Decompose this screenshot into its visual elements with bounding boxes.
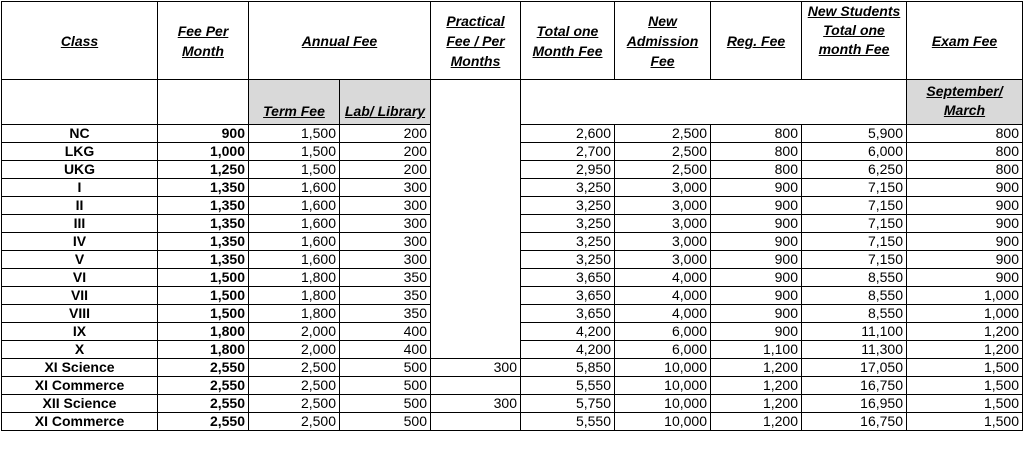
lab-library-cell: 200: [340, 143, 431, 161]
new-admission-fee-cell: 3,000: [615, 197, 711, 215]
total-one-month-fee-cell: 3,250: [521, 215, 615, 233]
new-students-total-cell: 11,300: [802, 341, 907, 359]
reg-fee-cell: 900: [711, 269, 802, 287]
exam-fee-cell: 1,500: [907, 359, 1023, 377]
lab-library-cell: 300: [340, 251, 431, 269]
class-cell: LKG: [2, 143, 158, 161]
reg-fee-cell: 1,200: [711, 359, 802, 377]
total-one-month-fee-cell: 4,200: [521, 323, 615, 341]
table-row: [2, 341, 1023, 359]
fee-per-month-cell: 1,350: [158, 215, 249, 233]
new-admission-fee-cell: 3,000: [615, 179, 711, 197]
table-row: [2, 197, 1023, 215]
header-row: [2, 2, 1023, 80]
subheader-blank-span: [521, 80, 907, 125]
table-row: [2, 251, 1023, 269]
total-one-month-fee-cell: 3,250: [521, 179, 615, 197]
term-fee-subheader: Term Fee: [249, 80, 340, 125]
fee-per-month-cell: 2,550: [158, 377, 249, 395]
practical-fee-cell: [431, 143, 521, 161]
table-row: [2, 161, 1023, 179]
total-one-month-fee-cell: 3,650: [521, 269, 615, 287]
exam-fee-cell: 1,000: [907, 305, 1023, 323]
exam-fee-header: Exam Fee: [907, 2, 1023, 80]
fee-per-month-cell: 1,350: [158, 233, 249, 251]
new-students-total-header: New Students Total one month Fee: [802, 2, 907, 80]
term-fee-cell: 1,500: [249, 125, 340, 143]
new-students-total-cell: 7,150: [802, 197, 907, 215]
table-row: [2, 413, 1023, 431]
practical-fee-cell: [431, 377, 521, 395]
practical-fee-cell: 300: [431, 395, 521, 413]
exam-period-subheader: September/ March: [907, 80, 1023, 125]
new-students-total-cell: 16,950: [802, 395, 907, 413]
reg-fee-cell: 900: [711, 287, 802, 305]
new-students-total-cell: 8,550: [802, 305, 907, 323]
total-one-month-fee-cell: 2,600: [521, 125, 615, 143]
lab-library-cell: 300: [340, 179, 431, 197]
practical-fee-cell: 300: [431, 359, 521, 377]
term-fee-cell: 1,500: [249, 143, 340, 161]
fee-per-month-cell: 1,800: [158, 323, 249, 341]
class-cell: UKG: [2, 161, 158, 179]
new-students-total-cell: 11,100: [802, 323, 907, 341]
new-students-total-cell: 6,250: [802, 161, 907, 179]
new-admission-fee-cell: 4,000: [615, 305, 711, 323]
total-one-month-fee-cell: 3,250: [521, 197, 615, 215]
new-students-total-cell: 16,750: [802, 413, 907, 431]
new-students-total-cell: 7,150: [802, 233, 907, 251]
term-fee-cell: 2,500: [249, 413, 340, 431]
term-fee-cell: 1,600: [249, 215, 340, 233]
practical-fee-header: Practical Fee / Per Months: [431, 2, 521, 80]
new-students-total-cell: 5,900: [802, 125, 907, 143]
new-admission-fee-cell: 3,000: [615, 233, 711, 251]
reg-fee-cell: 900: [711, 215, 802, 233]
exam-fee-cell: 1,500: [907, 377, 1023, 395]
practical-fee-cell: [431, 413, 521, 431]
practical-fee-cell: [431, 233, 521, 251]
reg-fee-cell: 900: [711, 251, 802, 269]
new-admission-fee-cell: 3,000: [615, 215, 711, 233]
term-fee-cell: 1,800: [249, 305, 340, 323]
new-students-total-cell: 8,550: [802, 269, 907, 287]
reg-fee-cell: 800: [711, 143, 802, 161]
reg-fee-cell: 1,200: [711, 413, 802, 431]
lab-library-subheader: Lab/ Library: [340, 80, 431, 125]
lab-library-cell: 500: [340, 413, 431, 431]
practical-fee-cell: [431, 179, 521, 197]
lab-library-cell: 200: [340, 161, 431, 179]
reg-fee-cell: 900: [711, 233, 802, 251]
subheader-blank-class: [2, 80, 158, 125]
table-row: [2, 395, 1023, 413]
reg-fee-cell: 800: [711, 161, 802, 179]
new-admission-fee-cell: 10,000: [615, 395, 711, 413]
fee-per-month-cell: 1,350: [158, 251, 249, 269]
table-row: [2, 287, 1023, 305]
exam-fee-cell: 900: [907, 197, 1023, 215]
total-one-month-fee-cell: 3,650: [521, 287, 615, 305]
table-row: [2, 215, 1023, 233]
lab-library-cell: 200: [340, 125, 431, 143]
table-row: [2, 143, 1023, 161]
class-cell: XI Science: [2, 359, 158, 377]
practical-fee-cell: [431, 125, 521, 143]
exam-fee-cell: 800: [907, 143, 1023, 161]
class-cell: NC: [2, 125, 158, 143]
table-row: [2, 179, 1023, 197]
class-header: Class: [2, 2, 158, 80]
practical-fee-cell: [431, 161, 521, 179]
new-students-total-cell: 7,150: [802, 251, 907, 269]
total-one-month-fee-cell: 3,250: [521, 251, 615, 269]
term-fee-cell: 1,500: [249, 161, 340, 179]
reg-fee-header: Reg. Fee: [711, 2, 802, 80]
practical-fee-cell: [431, 251, 521, 269]
practical-fee-cell: [431, 323, 521, 341]
new-admission-fee-cell: 2,500: [615, 125, 711, 143]
class-cell: IV: [2, 233, 158, 251]
class-cell: IX: [2, 323, 158, 341]
lab-library-cell: 500: [340, 377, 431, 395]
lab-library-cell: 350: [340, 269, 431, 287]
term-fee-cell: 1,600: [249, 251, 340, 269]
total-one-month-fee-header: Total one Month Fee: [521, 2, 615, 80]
class-cell: VI: [2, 269, 158, 287]
class-cell: VII: [2, 287, 158, 305]
new-students-total-cell: 16,750: [802, 377, 907, 395]
exam-fee-cell: 900: [907, 215, 1023, 233]
table-row: [2, 269, 1023, 287]
fee-per-month-cell: 1,500: [158, 287, 249, 305]
total-one-month-fee-cell: 5,750: [521, 395, 615, 413]
class-cell: XII Science: [2, 395, 158, 413]
new-admission-fee-cell: 10,000: [615, 377, 711, 395]
lab-library-cell: 400: [340, 341, 431, 359]
total-one-month-fee-cell: 5,550: [521, 413, 615, 431]
practical-fee-cell: [431, 215, 521, 233]
table-row: [2, 305, 1023, 323]
new-admission-fee-cell: 6,000: [615, 341, 711, 359]
term-fee-cell: 1,600: [249, 233, 340, 251]
exam-fee-cell: 800: [907, 161, 1023, 179]
exam-fee-cell: 900: [907, 179, 1023, 197]
total-one-month-fee-cell: 3,650: [521, 305, 615, 323]
new-admission-fee-cell: 10,000: [615, 359, 711, 377]
table-row: [2, 359, 1023, 377]
fee-per-month-cell: 2,550: [158, 413, 249, 431]
total-one-month-fee-cell: 5,550: [521, 377, 615, 395]
subheader-blank-practical: [431, 80, 521, 125]
new-admission-fee-cell: 10,000: [615, 413, 711, 431]
lab-library-cell: 500: [340, 395, 431, 413]
term-fee-cell: 2,000: [249, 341, 340, 359]
exam-fee-cell: 900: [907, 233, 1023, 251]
reg-fee-cell: 1,100: [711, 341, 802, 359]
fee-structure-table: [1, 1, 1023, 431]
practical-fee-cell: [431, 269, 521, 287]
lab-library-cell: 500: [340, 359, 431, 377]
term-fee-cell: 1,800: [249, 287, 340, 305]
reg-fee-cell: 1,200: [711, 395, 802, 413]
lab-library-cell: 400: [340, 323, 431, 341]
subheader-row: [2, 80, 1023, 125]
fee-per-month-cell: 1,500: [158, 269, 249, 287]
class-cell: XI Commerce: [2, 413, 158, 431]
new-students-total-cell: 7,150: [802, 179, 907, 197]
table-row: [2, 233, 1023, 251]
new-admission-fee-cell: 4,000: [615, 287, 711, 305]
reg-fee-cell: 900: [711, 323, 802, 341]
reg-fee-cell: 900: [711, 305, 802, 323]
term-fee-cell: 1,600: [249, 197, 340, 215]
fee-per-month-cell: 1,800: [158, 341, 249, 359]
fee-per-month-cell: 1,250: [158, 161, 249, 179]
total-one-month-fee-cell: 5,850: [521, 359, 615, 377]
new-admission-fee-cell: 2,500: [615, 143, 711, 161]
table-row: [2, 323, 1023, 341]
class-cell: VIII: [2, 305, 158, 323]
fee-per-month-cell: 900: [158, 125, 249, 143]
lab-library-cell: 300: [340, 197, 431, 215]
reg-fee-cell: 900: [711, 179, 802, 197]
lab-library-cell: 350: [340, 287, 431, 305]
annual-fee-header: Annual Fee: [249, 2, 431, 80]
term-fee-cell: 1,600: [249, 179, 340, 197]
total-one-month-fee-cell: 2,950: [521, 161, 615, 179]
total-one-month-fee-cell: 2,700: [521, 143, 615, 161]
exam-fee-cell: 1,500: [907, 395, 1023, 413]
new-students-total-cell: 7,150: [802, 215, 907, 233]
term-fee-cell: 2,000: [249, 323, 340, 341]
fee-per-month-cell: 2,550: [158, 395, 249, 413]
table-row: [2, 125, 1023, 143]
new-students-total-cell: 8,550: [802, 287, 907, 305]
lab-library-cell: 300: [340, 233, 431, 251]
term-fee-cell: 1,800: [249, 269, 340, 287]
exam-fee-cell: 1,500: [907, 413, 1023, 431]
exam-fee-cell: 900: [907, 251, 1023, 269]
new-admission-fee-header: New Admission Fee: [615, 2, 711, 80]
new-admission-fee-cell: 4,000: [615, 269, 711, 287]
class-cell: V: [2, 251, 158, 269]
new-admission-fee-cell: 3,000: [615, 251, 711, 269]
exam-fee-cell: 800: [907, 125, 1023, 143]
class-cell: XI Commerce: [2, 377, 158, 395]
term-fee-cell: 2,500: [249, 377, 340, 395]
fee-per-month-cell: 2,550: [158, 359, 249, 377]
table-row: [2, 377, 1023, 395]
class-cell: II: [2, 197, 158, 215]
term-fee-cell: 2,500: [249, 359, 340, 377]
reg-fee-cell: 800: [711, 125, 802, 143]
class-cell: III: [2, 215, 158, 233]
exam-fee-cell: 1,000: [907, 287, 1023, 305]
class-cell: X: [2, 341, 158, 359]
fee-per-month-cell: 1,350: [158, 197, 249, 215]
fee-per-month-cell: 1,350: [158, 179, 249, 197]
practical-fee-cell: [431, 197, 521, 215]
exam-fee-cell: 1,200: [907, 341, 1023, 359]
practical-fee-cell: [431, 341, 521, 359]
subheader-blank-fee: [158, 80, 249, 125]
total-one-month-fee-cell: 3,250: [521, 233, 615, 251]
total-one-month-fee-cell: 4,200: [521, 341, 615, 359]
reg-fee-cell: 1,200: [711, 377, 802, 395]
exam-fee-cell: 900: [907, 269, 1023, 287]
class-cell: I: [2, 179, 158, 197]
reg-fee-cell: 900: [711, 197, 802, 215]
fee-per-month-header: Fee Per Month: [158, 2, 249, 80]
practical-fee-cell: [431, 305, 521, 323]
new-students-total-cell: 17,050: [802, 359, 907, 377]
practical-fee-cell: [431, 287, 521, 305]
new-admission-fee-cell: 6,000: [615, 323, 711, 341]
exam-fee-cell: 1,200: [907, 323, 1023, 341]
fee-per-month-cell: 1,500: [158, 305, 249, 323]
lab-library-cell: 300: [340, 215, 431, 233]
lab-library-cell: 350: [340, 305, 431, 323]
new-admission-fee-cell: 2,500: [615, 161, 711, 179]
new-students-total-cell: 6,000: [802, 143, 907, 161]
fee-per-month-cell: 1,000: [158, 143, 249, 161]
term-fee-cell: 2,500: [249, 395, 340, 413]
